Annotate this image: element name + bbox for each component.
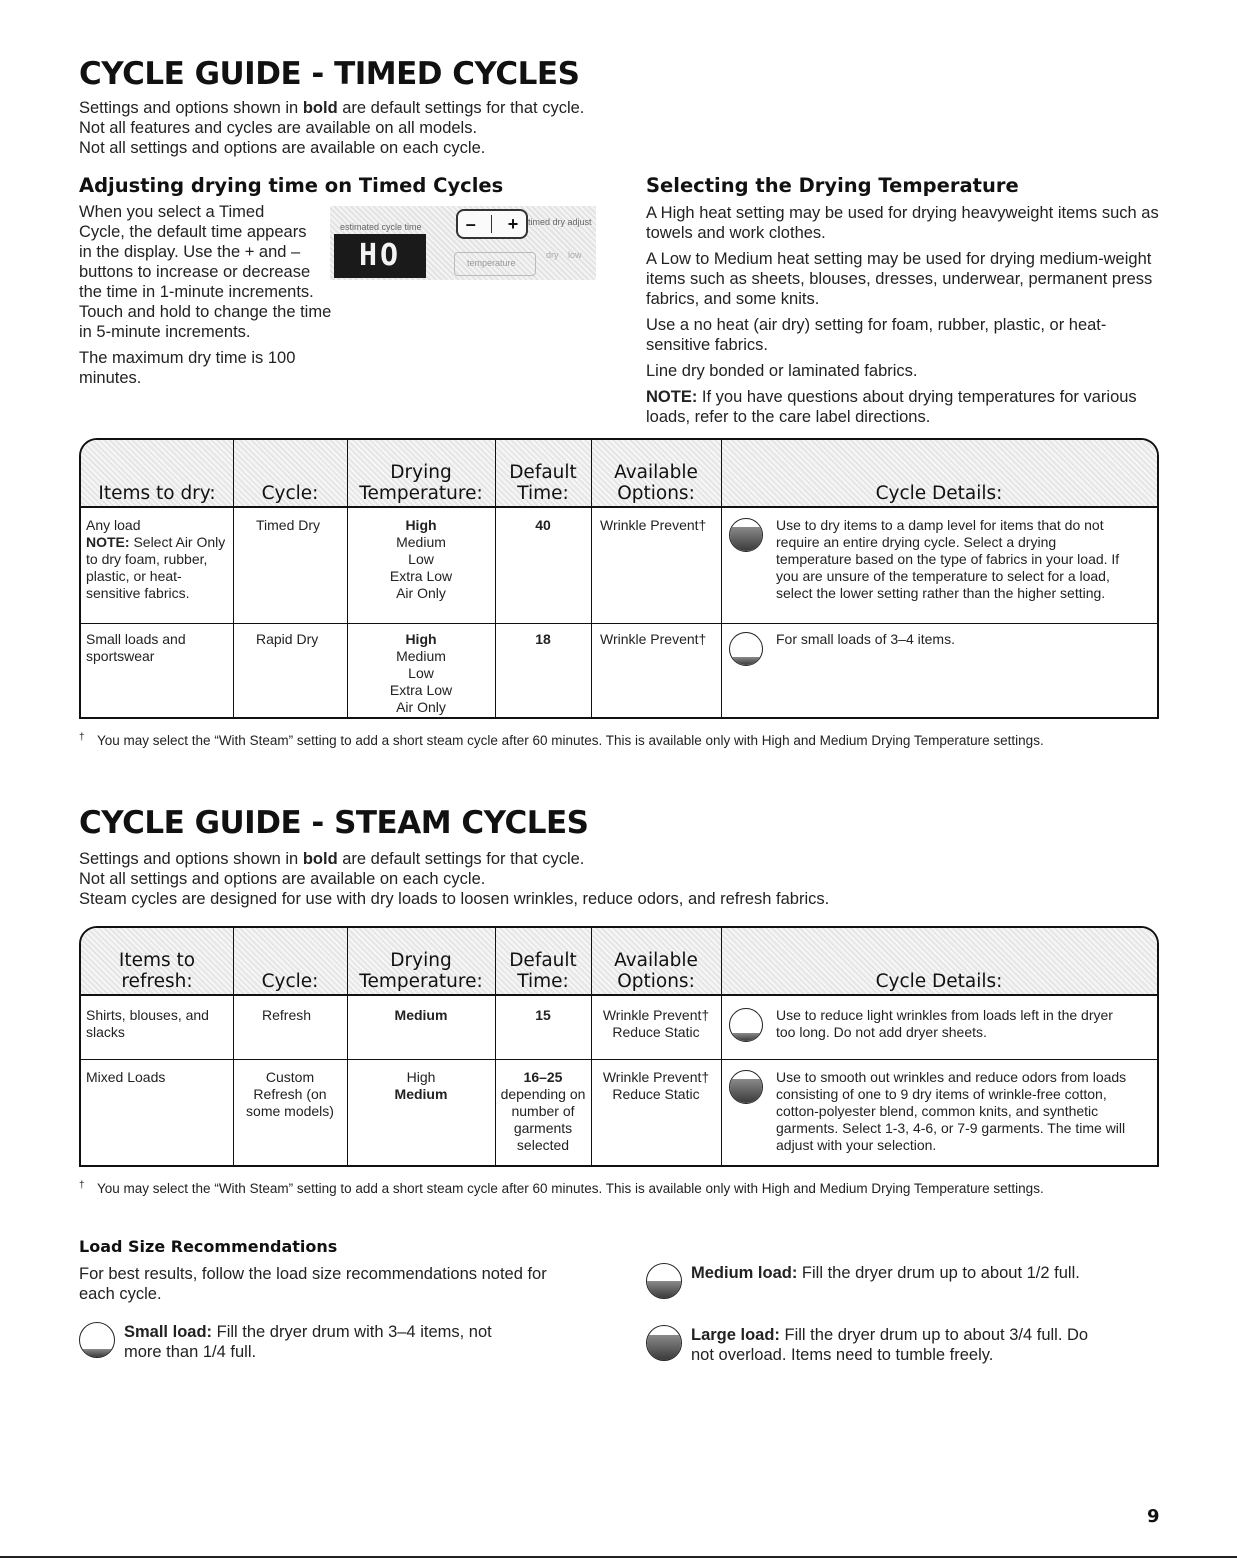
adjust-line: the time in 1-minute increments. [79, 283, 314, 301]
footnote-mark: † [79, 732, 85, 743]
bottom-rule [0, 1556, 1237, 1558]
col-divider [495, 440, 496, 717]
time-note: depending on number of garments selected [500, 1086, 586, 1153]
header-cycle: Cycle: [261, 483, 319, 504]
row1-options [593, 1007, 719, 1041]
load-fill [730, 1079, 762, 1103]
time-value: 16–25 [523, 1069, 563, 1085]
large-load-icon [729, 518, 763, 552]
temp-value: Medium [394, 1086, 448, 1102]
time-adjust-buttons [456, 209, 528, 239]
load-heading: Load Size Recommendations [79, 1237, 338, 1256]
load-fill [730, 657, 762, 665]
option: Reduce Static [612, 1086, 700, 1102]
items-text: Any load [86, 517, 141, 533]
temperature-button[interactable] [454, 252, 536, 276]
intro-line-3: Steam cycles are designed for use with dry loads to loosen wrinkles, reduce odors, and refresh fabrics. [79, 890, 830, 908]
load-fill [647, 1335, 681, 1361]
row2-items: Mixed Loads [86, 1069, 166, 1085]
temperature-label: temperature [467, 258, 516, 268]
steam-cycles-table [79, 926, 1159, 1167]
row2-details: Use to smooth out wrinkles and reduce odors from loads consisting of one to 9 dry items of wrinkle-free cotton, cotton-polyester blend, common knits, and synthetic garments. Select 1-3, 4-6, or 7-9 garments. The time will adjust with your selection. [776, 1069, 1127, 1153]
row1-options: Wrinkle Prevent† [600, 517, 707, 533]
row1-temperature: Medium [394, 1007, 448, 1023]
row1-details: Use to reduce light wrinkles from loads left in the dryer too long. Do not add dryer sheets. [776, 1007, 1113, 1040]
col-divider [721, 928, 722, 1165]
row2-cycle: Rapid Dry [256, 631, 319, 647]
low-label: low [568, 250, 582, 260]
temp-value: Extra Low [389, 682, 453, 698]
temp-paragraph: Line dry bonded or laminated fabrics. [646, 362, 918, 380]
row2-items: Small loads and sportswear [86, 631, 186, 664]
temperature-heading: Selecting the Drying Temperature [646, 174, 1019, 197]
minus-button[interactable]: – [465, 213, 476, 234]
adjust-line: in 5-minute increments. [79, 323, 251, 341]
intro-line-3: Not all settings and options are available on each cycle. [79, 139, 486, 157]
temp-value: Medium [396, 534, 446, 550]
intro-line-1: Settings and options shown in bold are default settings for that cycle. [79, 850, 585, 868]
section1-intro [79, 98, 679, 158]
col-divider [721, 440, 722, 717]
row1-items [86, 517, 230, 602]
header-details: Cycle Details: [875, 483, 1003, 504]
row2-details: For small loads of 3–4 items. [776, 631, 955, 647]
row2-options: Wrinkle Prevent† [600, 631, 707, 647]
table-header [81, 440, 1157, 508]
load-fill [80, 1349, 114, 1358]
section2-intro [79, 849, 979, 909]
adjust-max: The maximum dry time is 100 minutes. [79, 349, 296, 387]
header-details: Cycle Details: [875, 971, 1003, 992]
adjust-line: When you select a Timed [79, 203, 265, 221]
footnote-text: You may select the “With Steam” setting to add a short steam cycle after 60 minutes. This is available only with High and Medium Drying Temperature settings. [97, 733, 1044, 748]
temp-value: Air Only [396, 585, 446, 601]
row1-details: Use to dry items to a damp level for items that do not require an entire drying cycle. Select a drying temperature based on the type of fabrics in your load. If you are unsure of the temperature to select for a load, select the lower setting rather than the higher setting. [776, 517, 1120, 601]
adjust-line: Touch and hold to change the time [79, 303, 332, 321]
page-number: 9 [1147, 1506, 1160, 1527]
col-divider [591, 928, 592, 1165]
load-fill [647, 1281, 681, 1298]
option: Wrinkle Prevent† [602, 1069, 710, 1085]
row1-items: Shirts, blouses, and slacks [86, 1007, 209, 1040]
row2-temperatures [347, 631, 495, 716]
row1-cycle: Refresh [262, 1007, 312, 1023]
estimated-cycle-time-label: estimated cycle time [340, 222, 422, 232]
temperature-text [646, 203, 1166, 427]
dry-label: dry [546, 250, 559, 260]
section2-title: CYCLE GUIDE - STEAM CYCLES [79, 805, 589, 841]
temp-paragraph: A Low to Medium heat setting may be used for drying medium-weight items such as sheets, blouses, dresses, underwear, permanent press fabrics, and some knits. [646, 250, 1153, 308]
load-intro: For best results, follow the load size recommendations noted for each cycle. [79, 1265, 547, 1303]
time-display: HO [334, 234, 426, 278]
small-load-icon [79, 1322, 115, 1358]
intro-line-1: Settings and options shown in bold are default settings for that cycle. [79, 99, 585, 117]
temp-value: Low [408, 665, 434, 681]
col-divider [591, 440, 592, 717]
row-divider [81, 623, 1157, 624]
header-options: Available Options: [614, 462, 698, 504]
intro-line-2: Not all settings and options are available on each cycle. [79, 870, 486, 888]
load-fill [730, 1033, 762, 1041]
medium-load-text: Medium load: Fill the dryer drum up to about 1/2 full. [691, 1264, 1080, 1282]
row-divider [81, 1059, 1157, 1060]
button-divider [491, 215, 492, 233]
large-load-text: Large load: Fill the dryer drum up to about 3/4 full. Do not overload. Items need to tumble freely. [691, 1326, 1089, 1364]
timed-cycles-table [79, 438, 1159, 719]
row2-options [593, 1069, 719, 1103]
medium-load-icon [646, 1263, 682, 1299]
temp-value: Low [408, 551, 434, 567]
row2-time: 18 [535, 631, 551, 647]
temp-value: Extra Low [389, 568, 453, 584]
table-header [81, 928, 1157, 996]
row1-time: 15 [535, 1007, 551, 1023]
row2-temperatures [347, 1069, 495, 1103]
header-items: Items to dry: [98, 483, 216, 504]
col-divider [233, 440, 234, 717]
small-load-icon [729, 1008, 763, 1042]
header-temperature: Drying Temperature: [359, 950, 483, 992]
timed-dry-adjust-label: timed dry adjust [528, 217, 592, 227]
large-load-icon [729, 1070, 763, 1104]
header-cycle: Cycle: [261, 971, 319, 992]
dryer-control-panel [330, 206, 596, 280]
plus-button[interactable]: + [507, 213, 519, 234]
header-time: Default Time: [509, 462, 577, 504]
temp-paragraph: A High heat setting may be used for drying heavyweight items such as towels and work clothes. [646, 204, 1159, 242]
footnote-steam [79, 1180, 1129, 1197]
temp-value: High [405, 517, 437, 533]
header-temperature: Drying Temperature: [359, 462, 483, 504]
option: Reduce Static [612, 1024, 700, 1040]
col-divider [233, 928, 234, 1165]
small-load-text: Small load: Fill the dryer drum with 3–4 items, not more than 1/4 full. [124, 1323, 492, 1361]
adjust-line: in the display. Use the + and – [79, 243, 301, 261]
temp-value: High [406, 1069, 436, 1085]
header-items: Items to refresh: [118, 950, 196, 992]
load-fill [730, 527, 762, 551]
adjust-text [79, 202, 349, 388]
small-load-icon [729, 632, 763, 666]
row1-temperatures [347, 517, 495, 602]
footnote-mark: † [79, 1180, 85, 1191]
option: Wrinkle Prevent† [602, 1007, 710, 1023]
row1-cycle: Timed Dry [256, 517, 321, 533]
temp-value: High [405, 631, 437, 647]
adjust-heading: Adjusting drying time on Timed Cycles [79, 174, 504, 197]
items-note: NOTE: Select Air Only to dry foam, rubber, plastic, or heat-sensitive fabrics. [86, 534, 226, 601]
footnote-text: You may select the “With Steam” setting to add a short steam cycle after 60 minutes. This is available only with High and Medium Drying Temperature settings. [97, 1181, 1044, 1196]
header-time: Default Time: [509, 950, 577, 992]
temp-value: Medium [396, 648, 446, 664]
row1-time: 40 [535, 517, 551, 533]
adjust-line: buttons to increase or decrease [79, 263, 311, 281]
intro-line-2: Not all features and cycles are available on all models. [79, 119, 478, 137]
temp-value: Air Only [396, 699, 446, 715]
row2-cycle: Custom Refresh (on some models) [246, 1069, 334, 1119]
large-load-icon [646, 1325, 682, 1361]
section1-title: CYCLE GUIDE - TIMED CYCLES [79, 56, 580, 92]
temp-paragraph: Use a no heat (air dry) setting for foam, rubber, plastic, or heat-sensitive fabrics. [646, 316, 1107, 354]
temp-note: NOTE: If you have questions about drying temperatures for various loads, refer to the care label directions. [646, 388, 1137, 426]
footnote-timed [79, 732, 1129, 749]
row2-time [495, 1069, 591, 1154]
adjust-line: Cycle, the default time appears [79, 223, 307, 241]
col-divider [347, 928, 348, 1165]
header-options: Available Options: [614, 950, 698, 992]
